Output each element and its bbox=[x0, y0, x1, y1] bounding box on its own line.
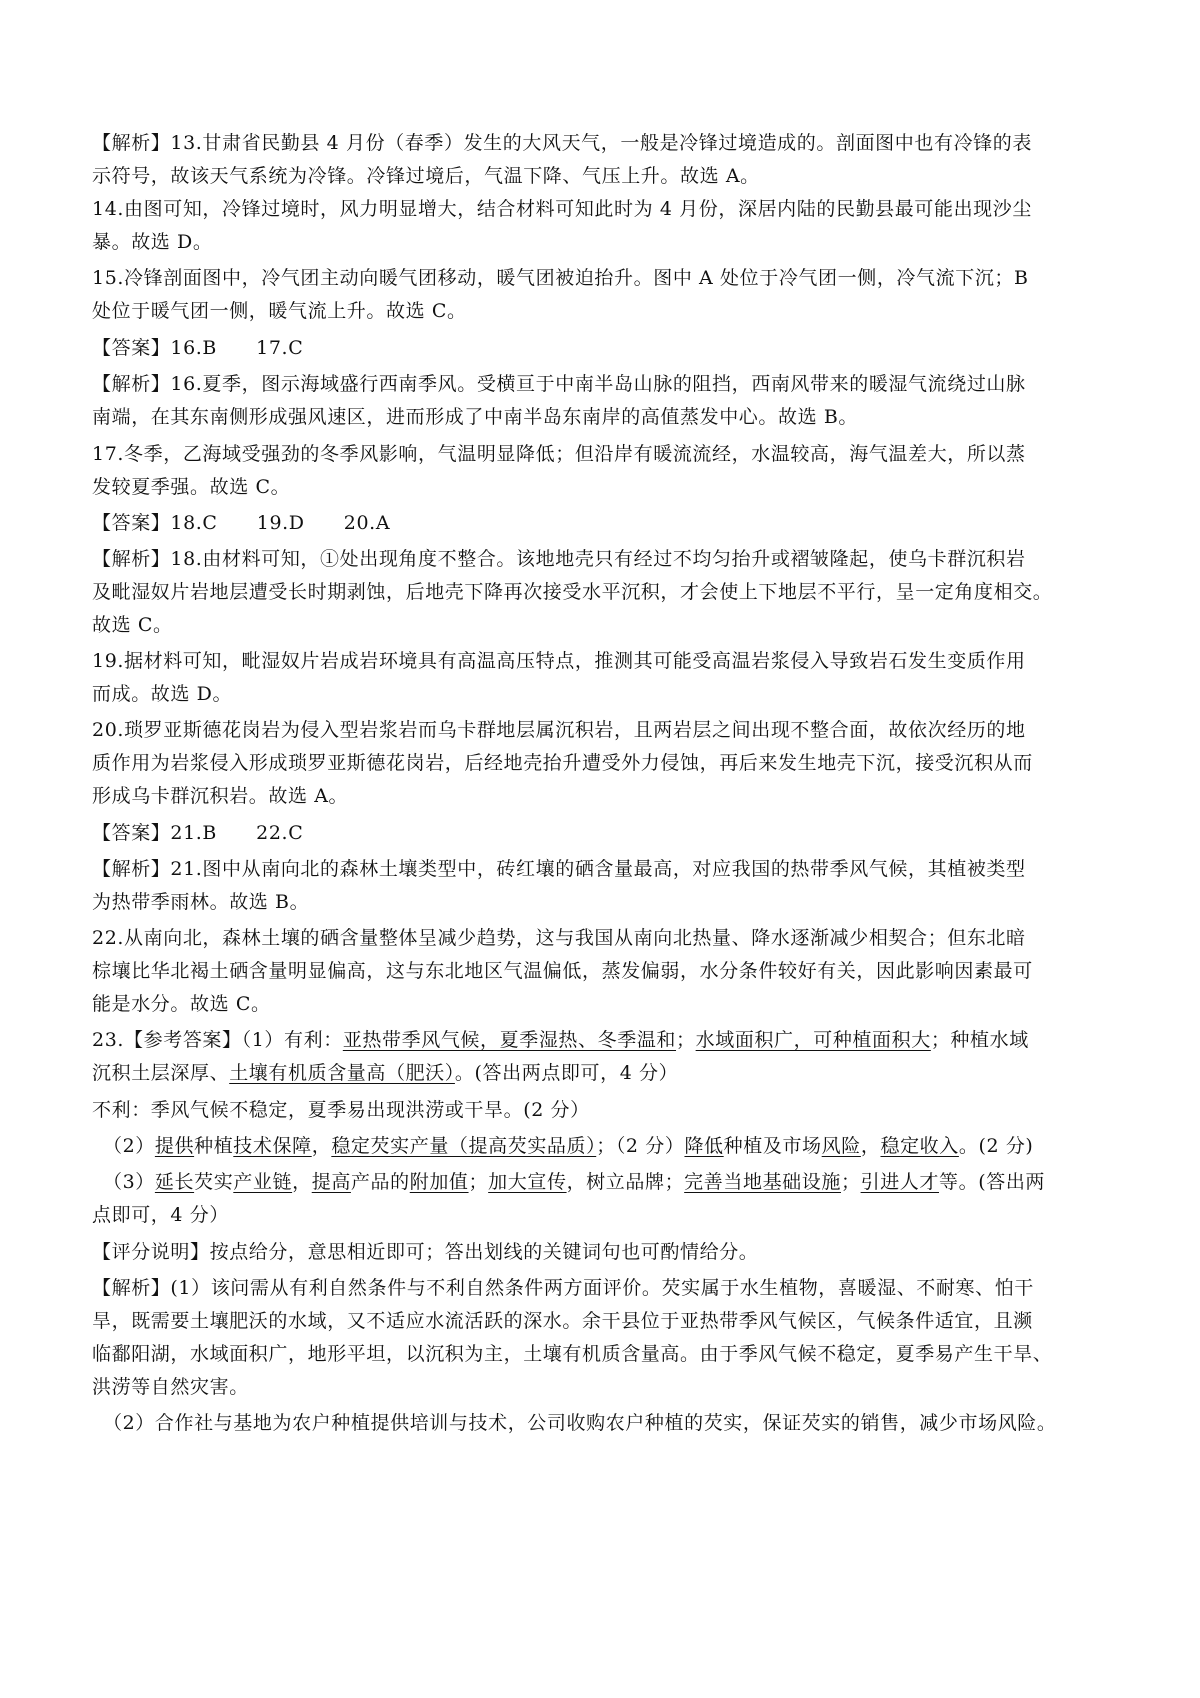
text-line bbox=[92, 1279, 1034, 1298]
text-segment: 点即可，4 分） bbox=[92, 1204, 229, 1226]
underlined-keyword: 加大宣传 bbox=[488, 1171, 567, 1193]
underlined-keyword: 引进人才 bbox=[860, 1171, 939, 1193]
text-segment: 22.从南向北，森林土壤的硒含量整体呈减少趋势，这与我国从南向北热量、降水逐渐减少相契合；但东北暗 bbox=[92, 927, 1026, 949]
text-line bbox=[92, 200, 1032, 219]
text-segment: 等。(答出两 bbox=[939, 1171, 1046, 1193]
text-segment: 不利：季风气候不稳定，夏季易出现洪涝或干旱。(2 分） bbox=[92, 1099, 590, 1121]
text-line bbox=[103, 1414, 1057, 1433]
text-segment: 棕壤比华北褐土硒含量明显偏高，这与东北地区气温偏低，蒸发偏弱，水分条件较好有关，因此影响因素最可 bbox=[92, 960, 1033, 982]
text-line bbox=[92, 652, 1026, 671]
underlined-keyword: 亚热带季风气候，夏季湿热、冬季温和 bbox=[342, 1029, 677, 1051]
underlined-keyword: 附加值 bbox=[409, 1171, 469, 1193]
text-segment: 沉积土层深厚、 bbox=[92, 1062, 230, 1084]
text-segment: （3） bbox=[103, 1171, 155, 1193]
text-segment: 【解析】(1）该问需从有利自然条件与不利自然条件两方面评价。芡实属于水生植物，喜暖湿、不耐寒、怕干 bbox=[92, 1277, 1034, 1299]
underlined-keyword: 土壤有机质含量高（肥沃） bbox=[229, 1062, 455, 1084]
text-line bbox=[92, 233, 212, 252]
text-line bbox=[92, 787, 348, 806]
text-segment: 示符号，故该天气系统为冷锋。冷锋过境后，气温下降、气压上升。故选 A。 bbox=[92, 165, 760, 187]
text-segment: 形成乌卡群沉积岩。故选 A。 bbox=[92, 785, 349, 807]
text-line bbox=[92, 929, 1026, 948]
text-segment: 【答案】21.B 22.C bbox=[92, 822, 304, 844]
text-line bbox=[92, 616, 173, 635]
text-segment: 处位于暖气团一侧，暖气流上升。故选 C。 bbox=[92, 300, 467, 322]
text-line bbox=[92, 445, 1026, 464]
text-segment: ， bbox=[292, 1171, 312, 1193]
underlined-keyword: 水域面积广，可种植面积大 bbox=[695, 1029, 931, 1051]
text-segment: 发较夏季强。故选 C。 bbox=[92, 476, 291, 498]
text-line bbox=[92, 962, 1033, 981]
text-line bbox=[92, 167, 760, 186]
underlined-keyword: 稳定收入 bbox=[880, 1135, 959, 1157]
text-line bbox=[92, 1101, 590, 1120]
text-line bbox=[92, 1312, 1033, 1331]
text-segment: 芡实 bbox=[194, 1171, 234, 1193]
underlined-keyword: 提供 bbox=[154, 1135, 195, 1157]
text-segment: 【解析】21.图中从南向北的森林土壤类型中，砖红壤的硒含量最高，对应我国的热带季风气候，其植被类型 bbox=[92, 858, 1026, 880]
text-segment: 故选 C。 bbox=[92, 614, 173, 636]
text-line bbox=[92, 824, 303, 843]
text-segment: （2）合作社与基地为农户种植提供培训与技术，公司收购农户种植的芡实，保证芡实的销售，减少市场风险。 bbox=[103, 1412, 1057, 1434]
underlined-keyword: 产业链 bbox=[233, 1171, 293, 1193]
text-segment: 产品的 bbox=[350, 1171, 410, 1193]
text-segment: ，树立品牌； bbox=[566, 1171, 685, 1193]
text-segment: 【解析】18.由材料可知，①处出现角度不整合。该地地壳只有经过不均匀抬升或褶皱隆起，使乌卡群沉积岩 bbox=[92, 548, 1026, 570]
text-line bbox=[92, 1243, 758, 1262]
text-segment: 能是水分。故选 C。 bbox=[92, 993, 271, 1015]
text-segment: 【答案】18.C 19.D 20.A bbox=[92, 512, 391, 534]
text-line bbox=[92, 860, 1026, 879]
text-segment: 【解析】13.甘肃省民勤县 4 月份（春季）发生的大风天气，一般是冷锋过境造成的。剖面图中也有冷锋的表 bbox=[92, 132, 1032, 154]
text-segment: 【答案】16.B 17.C bbox=[92, 337, 304, 359]
text-line bbox=[92, 1378, 249, 1397]
text-line bbox=[92, 1206, 229, 1225]
text-segment: 17.冬季，乙海域受强劲的冬季风影响，气温明显降低；但沿岸有暖流流经，水温较高，海气温差大，所以蒸 bbox=[92, 443, 1026, 465]
text-line bbox=[103, 1137, 1033, 1156]
text-segment: 及毗湿奴片岩地层遭受长时期剥蚀，后地壳下降再次接受水平沉积，才会使上下地层不平行，呈一定角度相交。 bbox=[92, 581, 1053, 603]
text-line bbox=[92, 1064, 678, 1083]
text-segment: 而成。故选 D。 bbox=[92, 683, 233, 705]
text-line bbox=[92, 893, 309, 912]
text-segment: （2） bbox=[103, 1135, 155, 1157]
text-line bbox=[92, 995, 271, 1014]
text-segment: 【解析】16.夏季，图示海域盛行西南季风。受横亘于中南半岛山脉的阻挡，西南风带来的暖湿气流绕过山脉 bbox=[92, 373, 1026, 395]
text-line bbox=[92, 721, 1026, 740]
underlined-keyword: 降低 bbox=[684, 1135, 724, 1157]
text-segment: ， bbox=[860, 1135, 881, 1157]
underlined-keyword: 风险 bbox=[821, 1135, 861, 1157]
underlined-keyword: 提高 bbox=[311, 1171, 351, 1193]
text-segment: 临鄱阳湖，水域面积广，地形平坦，以沉积为主，土壤有机质含量高。由于季风气候不稳定，夏季易产生干旱、 bbox=[92, 1343, 1053, 1365]
text-segment: 14.由图可知，冷锋过境时，风力明显增大，结合材料可知此时为 4 月份，深居内陆的民勤县最可能出现沙尘 bbox=[92, 198, 1032, 220]
underlined-keyword: 稳定芡实产量（提高芡实品质） bbox=[331, 1135, 597, 1157]
text-segment: 种植 bbox=[194, 1135, 234, 1157]
text-segment: ； bbox=[676, 1029, 696, 1051]
text-segment: ；种植水域 bbox=[930, 1029, 1029, 1051]
text-line bbox=[92, 478, 290, 497]
underlined-keyword: 完善当地基础设施 bbox=[684, 1171, 841, 1193]
text-line bbox=[92, 514, 390, 533]
text-segment: 质作用为岩浆侵入形成琐罗亚斯德花岗岩，后经地壳抬升遭受外力侵蚀，再后来发生地壳下沉，接受沉积从而 bbox=[92, 752, 1033, 774]
text-segment: 种植及市场 bbox=[723, 1135, 822, 1157]
text-line bbox=[92, 583, 1052, 602]
text-segment: 洪涝等自然灾害。 bbox=[92, 1376, 249, 1398]
text-segment: 南端，在其东南侧形成强风速区，进而形成了中南半岛东南岸的高值蒸发中心。故选 B。 bbox=[92, 406, 859, 428]
text-segment: 【评分说明】按点给分，意思相近即可；答出划线的关键词句也可酌情给分。 bbox=[92, 1241, 759, 1263]
text-segment: 旱，既需要土壤肥沃的水域，又不适应水流活跃的深水。余干县位于亚热带季风气候区，气候条件适宜，且濒 bbox=[92, 1310, 1033, 1332]
text-segment: 19.据材料可知，毗湿奴片岩成岩环境具有高温高压特点，推测其可能受高温岩浆侵入导致岩石发生变质作用 bbox=[92, 650, 1026, 672]
text-segment: ； bbox=[468, 1171, 489, 1193]
text-line bbox=[92, 1031, 1029, 1050]
text-line bbox=[103, 1173, 1045, 1192]
text-segment: ；（2 分） bbox=[596, 1135, 685, 1157]
text-segment: 15.冷锋剖面图中，冷气团主动向暖气团移动，暖气团被迫抬升。图中 A 处位于冷气团一侧，冷气流下沉；B bbox=[92, 267, 1029, 289]
text-line bbox=[92, 754, 1033, 773]
underlined-keyword: 技术保障 bbox=[233, 1135, 312, 1157]
text-line bbox=[92, 1345, 1052, 1364]
text-segment: 。(2 分) bbox=[958, 1135, 1034, 1157]
text-segment: 20.琐罗亚斯德花岗岩为侵入型岩浆岩而乌卡群地层属沉积岩，且两岩层之间出现不整合面，故依次经历的地 bbox=[92, 719, 1026, 741]
text-segment: 为热带季雨林。故选 B。 bbox=[92, 891, 310, 913]
text-line bbox=[92, 685, 232, 704]
underlined-keyword: 延长 bbox=[154, 1171, 195, 1193]
text-segment: 暴。故选 D。 bbox=[92, 231, 213, 253]
text-line bbox=[92, 134, 1032, 153]
text-line bbox=[92, 408, 858, 427]
text-segment: 。(答出两点即可，4 分） bbox=[454, 1062, 679, 1084]
text-segment: ， bbox=[311, 1135, 332, 1157]
text-segment: ； bbox=[840, 1171, 861, 1193]
text-line bbox=[92, 375, 1026, 394]
text-segment: 23.【参考答案】（1）有利： bbox=[92, 1029, 343, 1051]
text-line bbox=[92, 269, 1029, 288]
text-line bbox=[92, 550, 1026, 569]
text-line bbox=[92, 339, 303, 358]
text-line bbox=[92, 302, 467, 321]
